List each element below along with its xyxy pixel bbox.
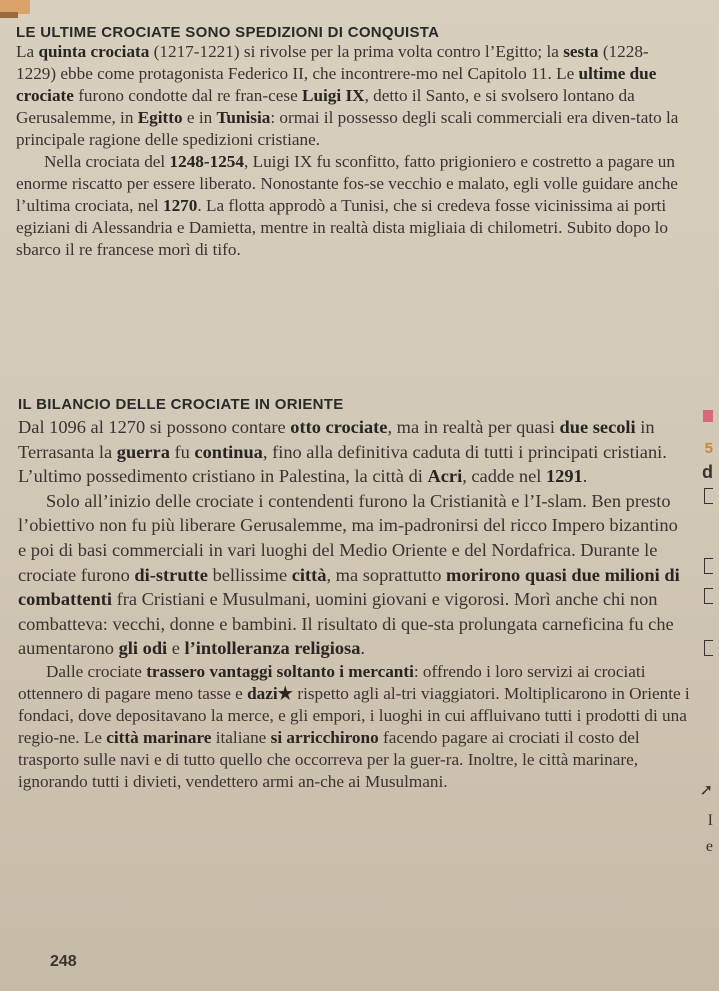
emphasis: quinta crociata xyxy=(38,42,150,61)
emphasis: si arricchirono xyxy=(270,727,379,747)
emphasis: sesta xyxy=(563,42,599,61)
emphasis: Luigi IX xyxy=(302,86,365,105)
paragraph xyxy=(18,489,690,661)
text-run: bellissime xyxy=(207,564,292,585)
text-run: facendo pagare ai crociati il costo del trasporto sulle navi e di tutto quello che occorreva per la guer-ra. Inoltre, le città marinare, ignorando tutti i divieti, vendettero armi an-che ai Musulmani. xyxy=(18,727,640,791)
margin-glyph: 5 xyxy=(704,440,713,457)
margin-color-mark xyxy=(703,410,713,422)
text-run: (1217-1221) si rivolse per la prima volta contro l’Egitto; la xyxy=(149,42,564,61)
text-run: : offrendo i loro servizi ai crociati ottennero di pagare meno tasse e xyxy=(18,661,646,703)
emphasis: di-strutte xyxy=(134,564,208,585)
text-run: fra Cristiani e Musulmani, uomini giovani e vigorosi. Morì anche chi non combatteva: vecchi, donne e bambini. Il risultato di que-sta prolungata carneficina fu che aumentarono xyxy=(18,589,674,659)
emphasis: 1270 xyxy=(162,196,198,215)
text-run: furono condotte dal re fran-cese xyxy=(73,86,302,105)
text-run: , cadde nel xyxy=(462,466,546,487)
emphasis: l’intolleranza religiosa xyxy=(184,638,361,659)
emphasis: otto crociate xyxy=(290,417,388,437)
text-run: rispetto agli al-tri viaggiatori. Moltiplicarono in Oriente i fondaci, dove depositavano la merce, e gli empori, i luoghi in cui affluivano tutti i prodotti di una regio-ne. Le xyxy=(18,683,690,747)
margin-bracket xyxy=(704,640,713,656)
paragraph xyxy=(18,415,690,489)
margin-glyph: I xyxy=(707,812,713,829)
margin-bracket xyxy=(704,558,713,574)
emphasis: Tunisia xyxy=(216,108,271,127)
text-run: . xyxy=(582,466,588,487)
margin-bracket xyxy=(704,588,713,604)
text-run: , Luigi IX fu sconfitto, fatto prigioniero e costretto a pagare un enorme riscatto per essere liberato. Nonostante fos-se vecchio e malato, egli volle guidare anche l’ultima crociata, nel xyxy=(16,152,678,215)
text-run: La xyxy=(16,42,39,61)
section-last-crusades xyxy=(16,24,688,261)
text-run: , ma soprattutto xyxy=(326,564,446,585)
text-run: italiane xyxy=(211,727,271,747)
emphasis: morirono quasi due milioni di combattenti xyxy=(18,564,680,610)
section-heading: IL BILANCIO DELLE CROCIATE IN ORIENTE xyxy=(18,396,344,413)
emphasis: 1291 xyxy=(545,466,583,487)
margin-glyph: e xyxy=(705,838,713,855)
text-run: (1228-1229) ebbe come protagonista Federico II, che incontrere-mo nel Capitolo 11. Le xyxy=(16,42,649,83)
text-run: e xyxy=(167,638,185,659)
paragraph xyxy=(16,151,688,261)
emphasis: dazi★ xyxy=(247,683,294,703)
text-run: Dal 1096 al 1270 si possono contare xyxy=(18,417,291,437)
emphasis: ultime due crociate xyxy=(16,64,657,105)
page-number: 248 xyxy=(50,953,77,970)
emphasis: Egitto xyxy=(137,108,183,127)
section-crusades-balance xyxy=(18,396,690,793)
text-run: fu xyxy=(169,441,195,462)
text-run: . xyxy=(360,638,366,659)
emphasis: gli odi xyxy=(118,638,168,659)
text-run: : ormai il possesso degli scali commerciali era diven-tato la principale ragione delle spedizioni cristiane. xyxy=(16,108,679,149)
emphasis: due secoli xyxy=(559,417,636,437)
emphasis: città xyxy=(291,564,327,585)
emphasis: 1248-1254 xyxy=(169,152,244,171)
emphasis: trassero vantaggi soltanto i mercanti xyxy=(146,661,414,681)
section-heading: LE ULTIME CROCIATE SONO SPEDIZIONI DI CONQUISTA xyxy=(16,24,440,41)
paragraph xyxy=(18,661,690,793)
emphasis: città marinare xyxy=(106,727,212,747)
bookmark-tab-shadow xyxy=(0,12,18,18)
emphasis: guerra xyxy=(116,441,170,462)
text-run: Nella crociata del xyxy=(44,152,170,171)
paragraph xyxy=(16,41,688,151)
emphasis: continua xyxy=(194,441,263,462)
text-run: . La flotta approdò a Tunisi, che si credeva fosse vicinissima ai porti egiziani di Alessandria e Damietta, mentre in realtà dista migliaia di chilometri. Subito dopo lo sbarco il re francese morì di tifo. xyxy=(16,196,668,259)
margin-glyph: d xyxy=(702,462,713,482)
text-run: , detto il Santo, e si svolsero lontano da Gerusalemme, in xyxy=(16,86,635,127)
text-run: Solo all’inizio delle crociate i contendenti furono la Cristianità e l’I-slam. Ben presto l’obiettivo non fu più liberare Gerusalemme, ma im-padronirsi del ricco Impero bizantino e poi di basi commerciali in vari luoghi del Medio Oriente e del Nordafrica. Durante le crociate furono xyxy=(18,490,678,585)
text-run: in Terrasanta la xyxy=(18,417,655,462)
text-run: , ma in realtà per quasi xyxy=(387,417,560,437)
text-run: Dalle crociate xyxy=(46,661,147,681)
arrow-icon: ➚ xyxy=(699,782,713,799)
text-run: e in xyxy=(182,108,217,127)
emphasis: Acri xyxy=(427,466,463,487)
margin-bracket xyxy=(704,488,713,504)
text-run: , fino alla definitiva caduta di tutti i principati cristiani. L’ultimo possedimento cristiano in Palestina, la città di xyxy=(18,441,667,487)
